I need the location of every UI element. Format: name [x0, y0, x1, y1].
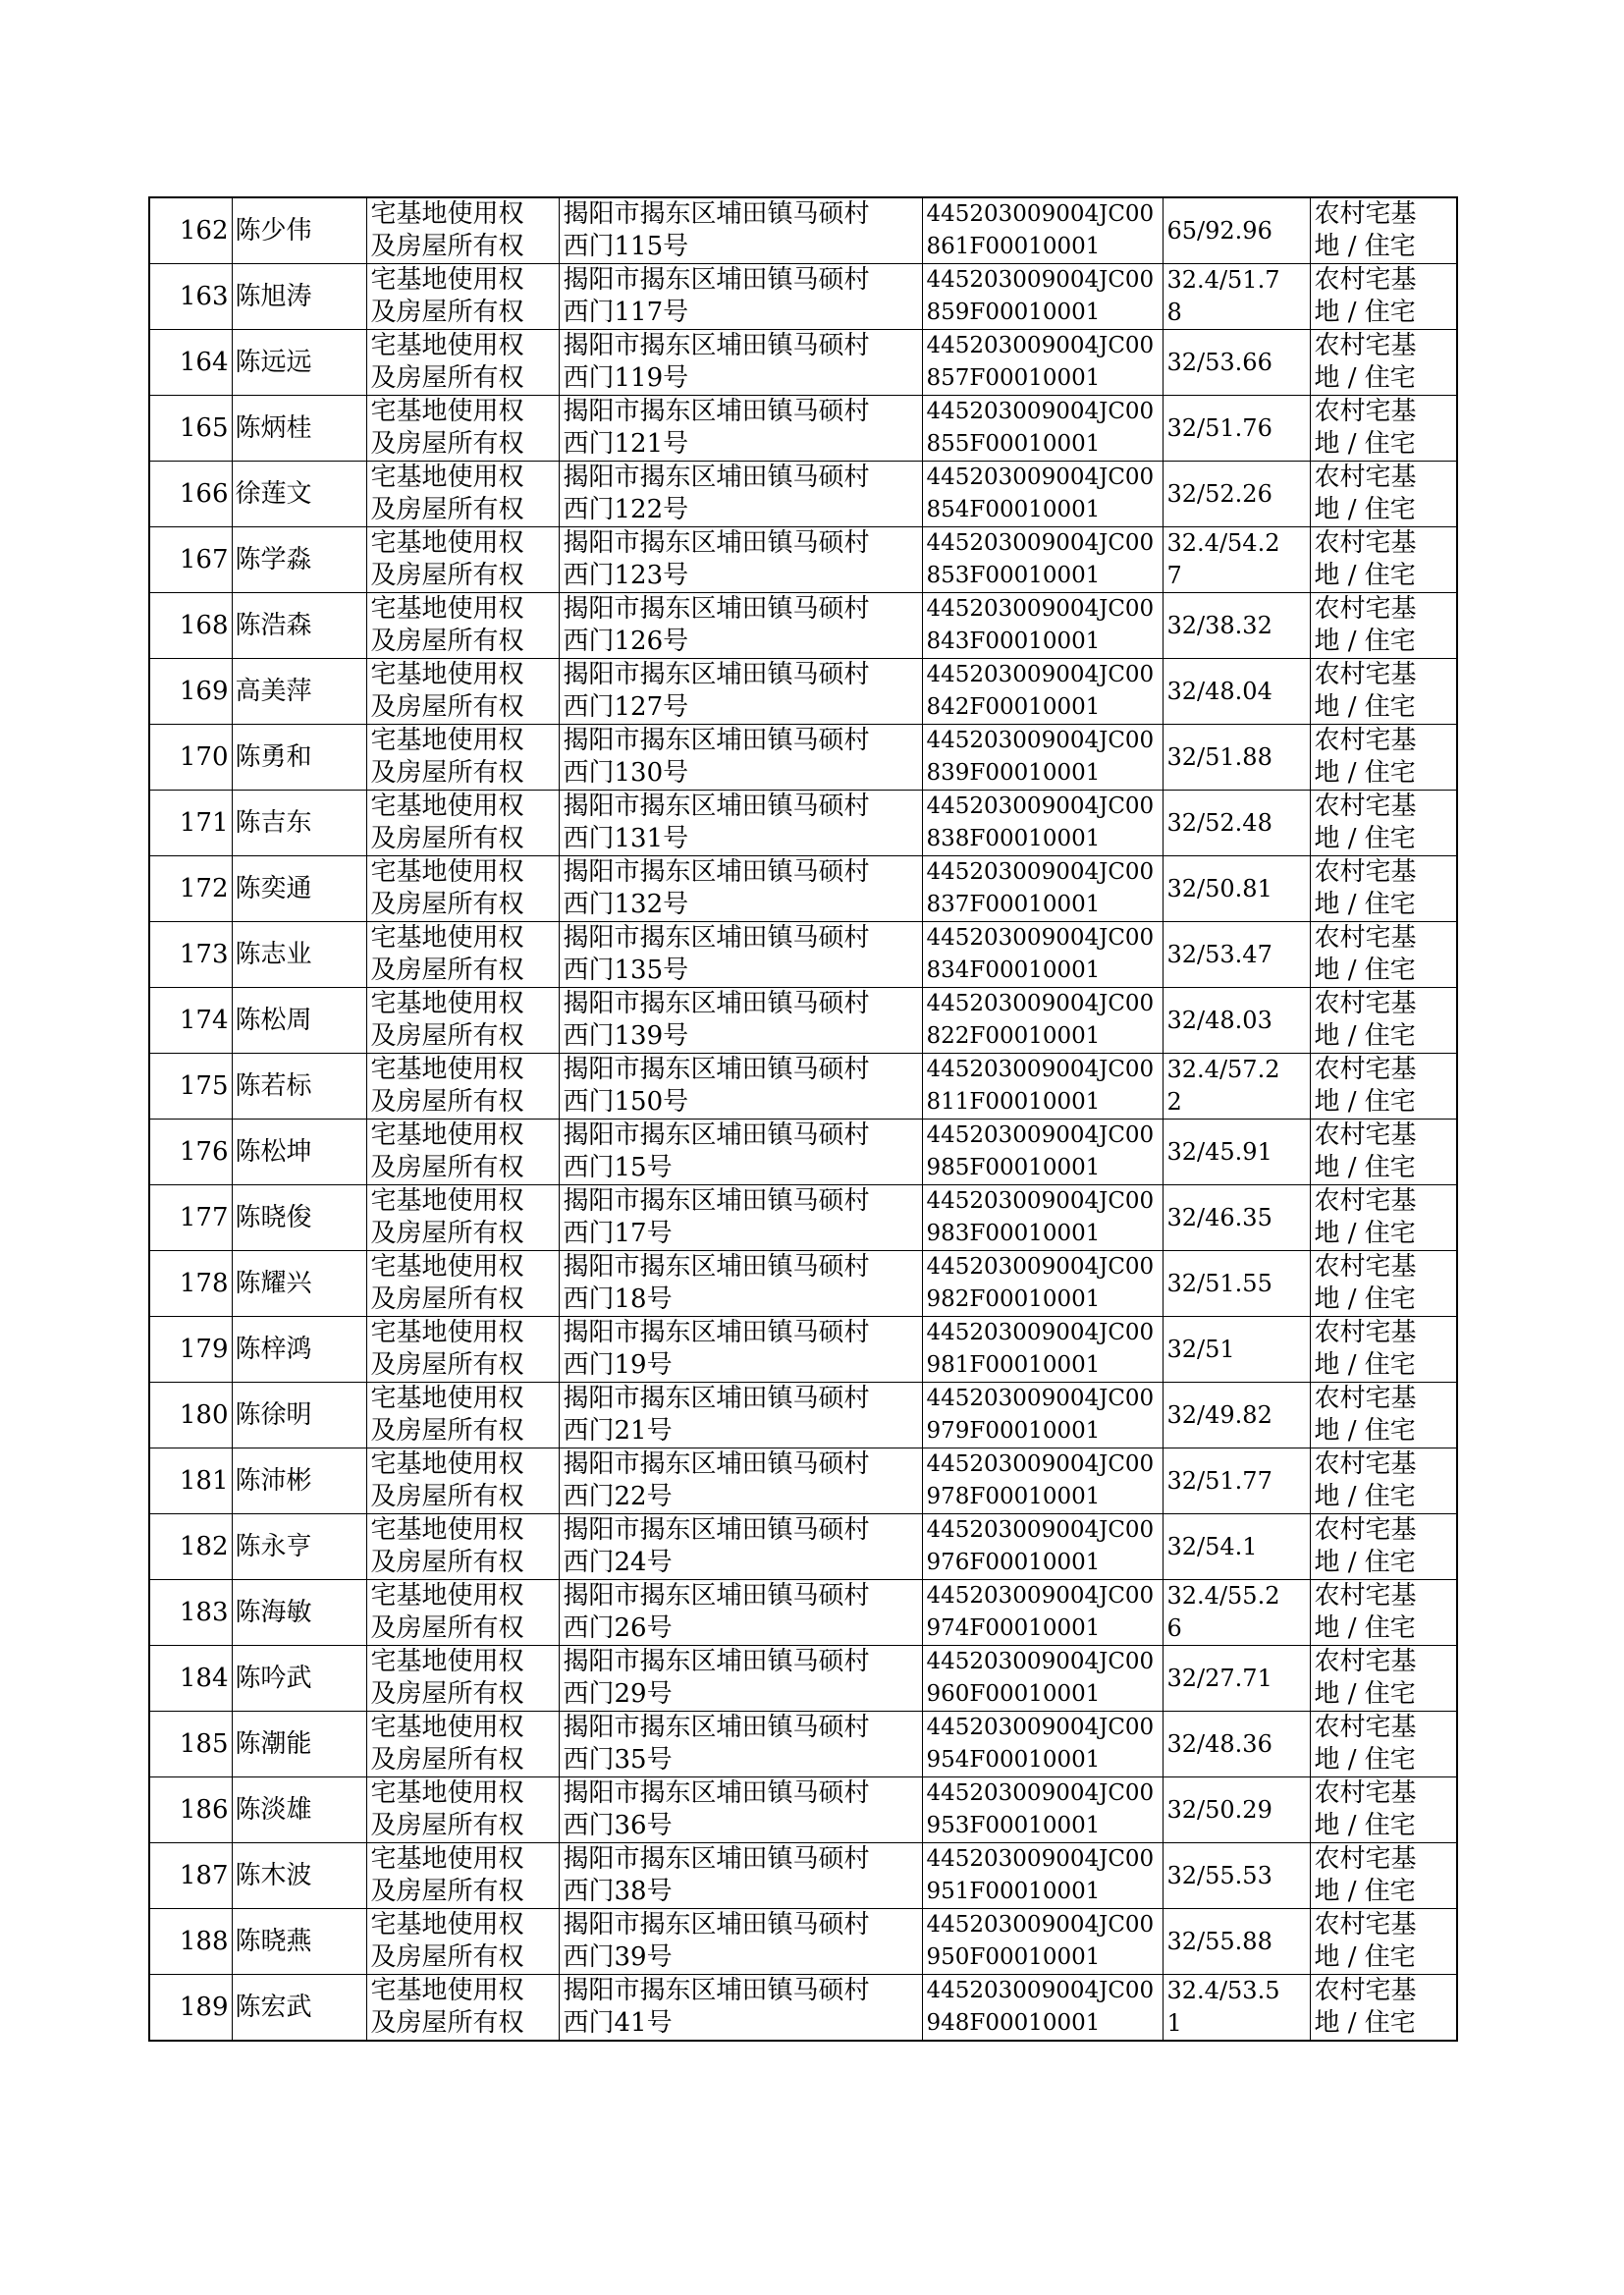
table-row — [149, 1120, 1457, 1185]
land-use-cell: 农村宅基 地 / 住宅 — [1310, 1843, 1457, 1909]
area-value-cell: 32/48.04 — [1163, 659, 1310, 725]
right-type-cell: 宅基地使用权 及房屋所有权 — [366, 197, 559, 264]
property-address-cell: 揭阳市揭东区埔田镇马硕村 西门22号 — [559, 1448, 922, 1514]
table-body — [149, 197, 1457, 2041]
property-address-cell: 揭阳市揭东区埔田镇马硕村 西门135号 — [559, 922, 922, 988]
row-number-cell: 179 — [149, 1317, 232, 1383]
row-number-cell: 162 — [149, 197, 232, 264]
area-value-cell: 32/55.53 — [1163, 1843, 1310, 1909]
right-type-cell: 宅基地使用权 及房屋所有权 — [366, 264, 559, 330]
registry-table — [148, 196, 1458, 2042]
row-number-cell: 185 — [149, 1712, 232, 1777]
land-use-cell: 农村宅基 地 / 住宅 — [1310, 1975, 1457, 2042]
land-use-cell: 农村宅基 地 / 住宅 — [1310, 1317, 1457, 1383]
land-use-cell: 农村宅基 地 / 住宅 — [1310, 593, 1457, 659]
row-number-cell: 168 — [149, 593, 232, 659]
owner-name-cell: 陈徐明 — [232, 1383, 366, 1448]
owner-name-cell: 陈旭涛 — [232, 264, 366, 330]
right-type-cell: 宅基地使用权 及房屋所有权 — [366, 1843, 559, 1909]
right-type-cell: 宅基地使用权 及房屋所有权 — [366, 1777, 559, 1843]
area-value-cell: 32/52.48 — [1163, 791, 1310, 856]
owner-name-cell: 陈晓燕 — [232, 1909, 366, 1975]
property-code-cell: 445203009004JC00 960F00010001 — [922, 1646, 1163, 1712]
owner-name-cell: 陈学淼 — [232, 527, 366, 593]
property-address-cell: 揭阳市揭东区埔田镇马硕村 西门19号 — [559, 1317, 922, 1383]
property-address-cell: 揭阳市揭东区埔田镇马硕村 西门119号 — [559, 330, 922, 396]
table-row — [149, 1843, 1457, 1909]
owner-name-cell: 陈吉东 — [232, 791, 366, 856]
land-use-cell: 农村宅基 地 / 住宅 — [1310, 1185, 1457, 1251]
table-row — [149, 1383, 1457, 1448]
table-row — [149, 1712, 1457, 1777]
table-row — [149, 791, 1457, 856]
area-value-cell: 32/52.26 — [1163, 462, 1310, 527]
property-address-cell: 揭阳市揭东区埔田镇马硕村 西门127号 — [559, 659, 922, 725]
land-use-cell: 农村宅基 地 / 住宅 — [1310, 1120, 1457, 1185]
property-code-cell: 445203009004JC00 948F00010001 — [922, 1975, 1163, 2042]
right-type-cell: 宅基地使用权 及房屋所有权 — [366, 1185, 559, 1251]
land-use-cell: 农村宅基 地 / 住宅 — [1310, 527, 1457, 593]
owner-name-cell: 陈松周 — [232, 988, 366, 1054]
right-type-cell: 宅基地使用权 及房屋所有权 — [366, 856, 559, 922]
land-use-cell: 农村宅基 地 / 住宅 — [1310, 197, 1457, 264]
row-number-cell: 174 — [149, 988, 232, 1054]
right-type-cell: 宅基地使用权 及房屋所有权 — [366, 1712, 559, 1777]
owner-name-cell: 陈吟武 — [232, 1646, 366, 1712]
property-address-cell: 揭阳市揭东区埔田镇马硕村 西门26号 — [559, 1580, 922, 1646]
owner-name-cell: 陈勇和 — [232, 725, 366, 791]
property-address-cell: 揭阳市揭东区埔田镇马硕村 西门29号 — [559, 1646, 922, 1712]
owner-name-cell: 陈志业 — [232, 922, 366, 988]
table-row — [149, 1054, 1457, 1120]
area-value-cell: 32/49.82 — [1163, 1383, 1310, 1448]
right-type-cell: 宅基地使用权 及房屋所有权 — [366, 593, 559, 659]
owner-name-cell: 陈耀兴 — [232, 1251, 366, 1317]
row-number-cell: 172 — [149, 856, 232, 922]
land-use-cell: 农村宅基 地 / 住宅 — [1310, 1383, 1457, 1448]
area-value-cell: 32/50.81 — [1163, 856, 1310, 922]
owner-name-cell: 陈奕通 — [232, 856, 366, 922]
area-value-cell: 32/51.76 — [1163, 396, 1310, 462]
right-type-cell: 宅基地使用权 及房屋所有权 — [366, 1251, 559, 1317]
table-row — [149, 330, 1457, 396]
area-value-cell: 32/54.1 — [1163, 1514, 1310, 1580]
row-number-cell: 169 — [149, 659, 232, 725]
property-code-cell: 445203009004JC00 954F00010001 — [922, 1712, 1163, 1777]
owner-name-cell: 陈梓鸿 — [232, 1317, 366, 1383]
area-value-cell: 32.4/54.2 7 — [1163, 527, 1310, 593]
area-value-cell: 32/48.36 — [1163, 1712, 1310, 1777]
property-address-cell: 揭阳市揭东区埔田镇马硕村 西门150号 — [559, 1054, 922, 1120]
owner-name-cell: 高美萍 — [232, 659, 366, 725]
land-use-cell: 农村宅基 地 / 住宅 — [1310, 330, 1457, 396]
right-type-cell: 宅基地使用权 及房屋所有权 — [366, 791, 559, 856]
property-code-cell: 445203009004JC00 978F00010001 — [922, 1448, 1163, 1514]
area-value-cell: 32/51.77 — [1163, 1448, 1310, 1514]
right-type-cell: 宅基地使用权 及房屋所有权 — [366, 1448, 559, 1514]
property-code-cell: 445203009004JC00 855F00010001 — [922, 396, 1163, 462]
row-number-cell: 188 — [149, 1909, 232, 1975]
owner-name-cell: 陈炳桂 — [232, 396, 366, 462]
right-type-cell: 宅基地使用权 及房屋所有权 — [366, 1646, 559, 1712]
property-address-cell: 揭阳市揭东区埔田镇马硕村 西门21号 — [559, 1383, 922, 1448]
property-code-cell: 445203009004JC00 983F00010001 — [922, 1185, 1163, 1251]
row-number-cell: 170 — [149, 725, 232, 791]
property-address-cell: 揭阳市揭东区埔田镇马硕村 西门38号 — [559, 1843, 922, 1909]
property-code-cell: 445203009004JC00 834F00010001 — [922, 922, 1163, 988]
owner-name-cell: 陈松坤 — [232, 1120, 366, 1185]
right-type-cell: 宅基地使用权 及房屋所有权 — [366, 1975, 559, 2042]
owner-name-cell: 陈宏武 — [232, 1975, 366, 2042]
property-code-cell: 445203009004JC00 842F00010001 — [922, 659, 1163, 725]
right-type-cell: 宅基地使用权 及房屋所有权 — [366, 1514, 559, 1580]
property-address-cell: 揭阳市揭东区埔田镇马硕村 西门41号 — [559, 1975, 922, 2042]
area-value-cell: 32/53.47 — [1163, 922, 1310, 988]
property-code-cell: 445203009004JC00 839F00010001 — [922, 725, 1163, 791]
property-address-cell: 揭阳市揭东区埔田镇马硕村 西门35号 — [559, 1712, 922, 1777]
property-address-cell: 揭阳市揭东区埔田镇马硕村 西门130号 — [559, 725, 922, 791]
property-code-cell: 445203009004JC00 985F00010001 — [922, 1120, 1163, 1185]
table-row — [149, 922, 1457, 988]
land-use-cell: 农村宅基 地 / 住宅 — [1310, 1580, 1457, 1646]
land-use-cell: 农村宅基 地 / 住宅 — [1310, 1909, 1457, 1975]
property-address-cell: 揭阳市揭东区埔田镇马硕村 西门117号 — [559, 264, 922, 330]
owner-name-cell: 陈若标 — [232, 1054, 366, 1120]
table-row — [149, 396, 1457, 462]
property-address-cell: 揭阳市揭东区埔田镇马硕村 西门17号 — [559, 1185, 922, 1251]
property-code-cell: 445203009004JC00 853F00010001 — [922, 527, 1163, 593]
table-row — [149, 725, 1457, 791]
land-use-cell: 农村宅基 地 / 住宅 — [1310, 1777, 1457, 1843]
area-value-cell: 32/38.32 — [1163, 593, 1310, 659]
table-row — [149, 1317, 1457, 1383]
table-row — [149, 1646, 1457, 1712]
property-address-cell: 揭阳市揭东区埔田镇马硕村 西门123号 — [559, 527, 922, 593]
property-address-cell: 揭阳市揭东区埔田镇马硕村 西门131号 — [559, 791, 922, 856]
property-code-cell: 445203009004JC00 843F00010001 — [922, 593, 1163, 659]
row-number-cell: 181 — [149, 1448, 232, 1514]
land-use-cell: 农村宅基 地 / 住宅 — [1310, 264, 1457, 330]
land-use-cell: 农村宅基 地 / 住宅 — [1310, 791, 1457, 856]
property-code-cell: 445203009004JC00 837F00010001 — [922, 856, 1163, 922]
land-use-cell: 农村宅基 地 / 住宅 — [1310, 922, 1457, 988]
area-value-cell: 32/53.66 — [1163, 330, 1310, 396]
right-type-cell: 宅基地使用权 及房屋所有权 — [366, 988, 559, 1054]
row-number-cell: 184 — [149, 1646, 232, 1712]
property-address-cell: 揭阳市揭东区埔田镇马硕村 西门15号 — [559, 1120, 922, 1185]
area-value-cell: 32/55.88 — [1163, 1909, 1310, 1975]
table-row — [149, 1909, 1457, 1975]
area-value-cell: 32/51.88 — [1163, 725, 1310, 791]
row-number-cell: 166 — [149, 462, 232, 527]
land-use-cell: 农村宅基 地 / 住宅 — [1310, 725, 1457, 791]
area-value-cell: 32.4/55.2 6 — [1163, 1580, 1310, 1646]
table-row — [149, 197, 1457, 264]
land-use-cell: 农村宅基 地 / 住宅 — [1310, 988, 1457, 1054]
row-number-cell: 173 — [149, 922, 232, 988]
row-number-cell: 167 — [149, 527, 232, 593]
right-type-cell: 宅基地使用权 及房屋所有权 — [366, 396, 559, 462]
owner-name-cell: 陈木波 — [232, 1843, 366, 1909]
property-address-cell: 揭阳市揭东区埔田镇马硕村 西门122号 — [559, 462, 922, 527]
owner-name-cell: 陈淡雄 — [232, 1777, 366, 1843]
table-row — [149, 527, 1457, 593]
land-use-cell: 农村宅基 地 / 住宅 — [1310, 1251, 1457, 1317]
row-number-cell: 183 — [149, 1580, 232, 1646]
row-number-cell: 180 — [149, 1383, 232, 1448]
row-number-cell: 177 — [149, 1185, 232, 1251]
owner-name-cell: 陈远远 — [232, 330, 366, 396]
row-number-cell: 187 — [149, 1843, 232, 1909]
area-value-cell: 32/45.91 — [1163, 1120, 1310, 1185]
area-value-cell: 32.4/53.5 1 — [1163, 1975, 1310, 2042]
property-address-cell: 揭阳市揭东区埔田镇马硕村 西门18号 — [559, 1251, 922, 1317]
property-code-cell: 445203009004JC00 811F00010001 — [922, 1054, 1163, 1120]
table-row — [149, 593, 1457, 659]
property-code-cell: 445203009004JC00 838F00010001 — [922, 791, 1163, 856]
owner-name-cell: 陈少伟 — [232, 197, 366, 264]
right-type-cell: 宅基地使用权 及房屋所有权 — [366, 1909, 559, 1975]
row-number-cell: 175 — [149, 1054, 232, 1120]
property-address-cell: 揭阳市揭东区埔田镇马硕村 西门115号 — [559, 197, 922, 264]
right-type-cell: 宅基地使用权 及房屋所有权 — [366, 1383, 559, 1448]
row-number-cell: 189 — [149, 1975, 232, 2042]
row-number-cell: 182 — [149, 1514, 232, 1580]
table-row — [149, 1514, 1457, 1580]
area-value-cell: 32/51 — [1163, 1317, 1310, 1383]
row-number-cell: 165 — [149, 396, 232, 462]
area-value-cell: 65/92.96 — [1163, 197, 1310, 264]
land-use-cell: 农村宅基 地 / 住宅 — [1310, 462, 1457, 527]
table-row — [149, 1185, 1457, 1251]
right-type-cell: 宅基地使用权 及房屋所有权 — [366, 1580, 559, 1646]
land-use-cell: 农村宅基 地 / 住宅 — [1310, 856, 1457, 922]
table-row — [149, 1777, 1457, 1843]
property-address-cell: 揭阳市揭东区埔田镇马硕村 西门132号 — [559, 856, 922, 922]
owner-name-cell: 陈潮能 — [232, 1712, 366, 1777]
property-code-cell: 445203009004JC00 857F00010001 — [922, 330, 1163, 396]
property-code-cell: 445203009004JC00 950F00010001 — [922, 1909, 1163, 1975]
right-type-cell: 宅基地使用权 及房屋所有权 — [366, 1120, 559, 1185]
property-code-cell: 445203009004JC00 859F00010001 — [922, 264, 1163, 330]
table-row — [149, 1448, 1457, 1514]
land-use-cell: 农村宅基 地 / 住宅 — [1310, 1514, 1457, 1580]
land-use-cell: 农村宅基 地 / 住宅 — [1310, 659, 1457, 725]
table-row — [149, 659, 1457, 725]
property-code-cell: 445203009004JC00 951F00010001 — [922, 1843, 1163, 1909]
owner-name-cell: 陈沛彬 — [232, 1448, 366, 1514]
row-number-cell: 178 — [149, 1251, 232, 1317]
property-code-cell: 445203009004JC00 861F00010001 — [922, 197, 1163, 264]
right-type-cell: 宅基地使用权 及房屋所有权 — [366, 462, 559, 527]
owner-name-cell: 徐莲文 — [232, 462, 366, 527]
land-use-cell: 农村宅基 地 / 住宅 — [1310, 1712, 1457, 1777]
property-code-cell: 445203009004JC00 953F00010001 — [922, 1777, 1163, 1843]
property-code-cell: 445203009004JC00 976F00010001 — [922, 1514, 1163, 1580]
property-code-cell: 445203009004JC00 981F00010001 — [922, 1317, 1163, 1383]
property-address-cell: 揭阳市揭东区埔田镇马硕村 西门139号 — [559, 988, 922, 1054]
property-code-cell: 445203009004JC00 822F00010001 — [922, 988, 1163, 1054]
property-address-cell: 揭阳市揭东区埔田镇马硕村 西门126号 — [559, 593, 922, 659]
owner-name-cell: 陈浩森 — [232, 593, 366, 659]
row-number-cell: 164 — [149, 330, 232, 396]
land-use-cell: 农村宅基 地 / 住宅 — [1310, 1646, 1457, 1712]
property-code-cell: 445203009004JC00 982F00010001 — [922, 1251, 1163, 1317]
table-row — [149, 856, 1457, 922]
land-use-cell: 农村宅基 地 / 住宅 — [1310, 1054, 1457, 1120]
table-row — [149, 988, 1457, 1054]
area-value-cell: 32.4/51.7 8 — [1163, 264, 1310, 330]
row-number-cell: 186 — [149, 1777, 232, 1843]
row-number-cell: 176 — [149, 1120, 232, 1185]
right-type-cell: 宅基地使用权 及房屋所有权 — [366, 330, 559, 396]
right-type-cell: 宅基地使用权 及房屋所有权 — [366, 659, 559, 725]
table-row — [149, 1251, 1457, 1317]
owner-name-cell: 陈晓俊 — [232, 1185, 366, 1251]
area-value-cell: 32/27.71 — [1163, 1646, 1310, 1712]
property-code-cell: 445203009004JC00 979F00010001 — [922, 1383, 1163, 1448]
table-row — [149, 1580, 1457, 1646]
property-address-cell: 揭阳市揭东区埔田镇马硕村 西门39号 — [559, 1909, 922, 1975]
right-type-cell: 宅基地使用权 及房屋所有权 — [366, 725, 559, 791]
owner-name-cell: 陈海敏 — [232, 1580, 366, 1646]
area-value-cell: 32/51.55 — [1163, 1251, 1310, 1317]
row-number-cell: 163 — [149, 264, 232, 330]
property-code-cell: 445203009004JC00 854F00010001 — [922, 462, 1163, 527]
table-row — [149, 264, 1457, 330]
right-type-cell: 宅基地使用权 及房屋所有权 — [366, 1317, 559, 1383]
right-type-cell: 宅基地使用权 及房屋所有权 — [366, 1054, 559, 1120]
right-type-cell: 宅基地使用权 及房屋所有权 — [366, 922, 559, 988]
owner-name-cell: 陈永亨 — [232, 1514, 366, 1580]
area-value-cell: 32/46.35 — [1163, 1185, 1310, 1251]
table-row — [149, 1975, 1457, 2042]
row-number-cell: 171 — [149, 791, 232, 856]
property-address-cell: 揭阳市揭东区埔田镇马硕村 西门24号 — [559, 1514, 922, 1580]
property-address-cell: 揭阳市揭东区埔田镇马硕村 西门36号 — [559, 1777, 922, 1843]
property-code-cell: 445203009004JC00 974F00010001 — [922, 1580, 1163, 1646]
table-row — [149, 462, 1457, 527]
area-value-cell: 32/50.29 — [1163, 1777, 1310, 1843]
right-type-cell: 宅基地使用权 及房屋所有权 — [366, 527, 559, 593]
property-address-cell: 揭阳市揭东区埔田镇马硕村 西门121号 — [559, 396, 922, 462]
area-value-cell: 32/48.03 — [1163, 988, 1310, 1054]
area-value-cell: 32.4/57.2 2 — [1163, 1054, 1310, 1120]
land-use-cell: 农村宅基 地 / 住宅 — [1310, 396, 1457, 462]
land-use-cell: 农村宅基 地 / 住宅 — [1310, 1448, 1457, 1514]
